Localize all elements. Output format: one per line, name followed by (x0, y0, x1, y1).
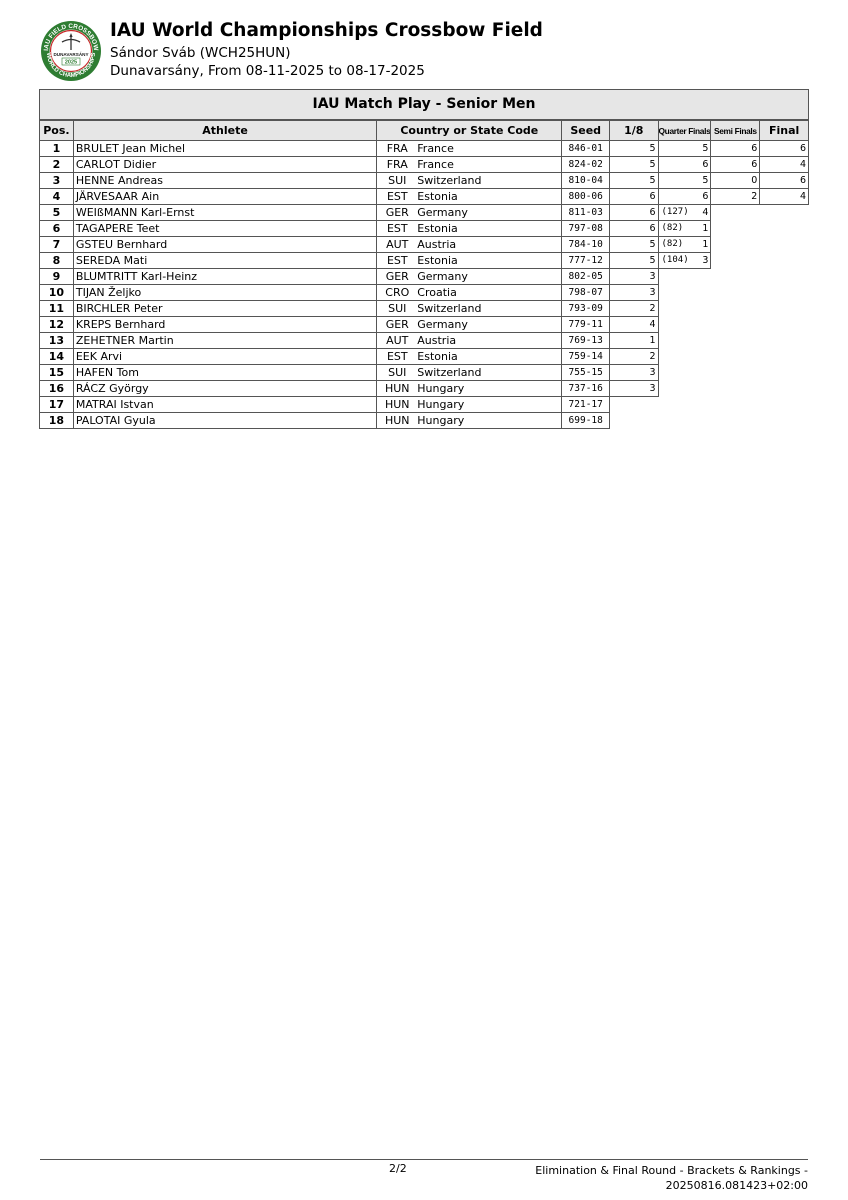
cell-pos: 9 (40, 269, 74, 285)
cell-seed: 811-03 (562, 205, 610, 221)
country-name: Germany (417, 318, 468, 331)
cell-final (760, 333, 809, 349)
quarter-final-score: 6 (702, 191, 709, 202)
table-row (40, 413, 809, 429)
cell-athlete: SEREDA Mati (73, 253, 376, 269)
cell-1-8: 1 (610, 333, 658, 349)
country-name: Hungary (417, 398, 465, 411)
country-code: EST (386, 350, 408, 363)
cell-quarter-finals (658, 413, 711, 429)
cell-quarter-finals (658, 397, 711, 413)
country-code: AUT (386, 334, 409, 347)
cell-country (377, 157, 562, 173)
cell-final (760, 301, 809, 317)
cell-country (377, 141, 562, 157)
table-row (40, 237, 809, 253)
country-name: Hungary (417, 414, 465, 427)
cell-semi-finals (711, 221, 760, 237)
cell-country (377, 189, 562, 205)
country-name: Austria (417, 334, 457, 347)
cell-final (760, 237, 809, 253)
country-name: Austria (417, 238, 457, 251)
cell-country (377, 333, 562, 349)
table-row (40, 301, 809, 317)
cell-pos: 2 (40, 157, 74, 173)
cell-final: 4 (760, 189, 809, 205)
cell-1-8: 5 (610, 141, 658, 157)
country-code: EST (386, 190, 408, 203)
country-name: Croatia (417, 286, 457, 299)
cell-semi-finals: 6 (711, 157, 760, 173)
cell-quarter-finals (658, 301, 711, 317)
cell-1-8: 6 (610, 205, 658, 221)
cell-semi-finals (711, 285, 760, 301)
cell-country (377, 317, 562, 333)
cell-final: 6 (760, 141, 809, 157)
cell-final: 6 (760, 173, 809, 189)
cell-seed: 800-06 (562, 189, 610, 205)
cell-final (760, 397, 809, 413)
cell-country (377, 365, 562, 381)
logo-year: 2025 (64, 59, 78, 66)
cell-seed: 777-12 (562, 253, 610, 269)
country-code: SUI (388, 174, 407, 187)
report-name: Elimination & Final Round - Brackets & Rankings - (535, 1164, 808, 1177)
country-code: AUT (386, 238, 409, 251)
cell-final (760, 269, 809, 285)
cell-1-8: 5 (610, 157, 658, 173)
cell-country (377, 413, 562, 429)
report-header (40, 18, 820, 86)
logo-center-text: DUNAVARSÁNY (53, 52, 89, 57)
country-code: GER (385, 318, 409, 331)
cell-quarter-finals (658, 349, 711, 365)
cell-quarter-finals (658, 205, 711, 221)
cell-semi-finals (711, 333, 760, 349)
quarter-final-tiebreak: (82) (661, 239, 684, 249)
cell-seed: 721-17 (562, 397, 610, 413)
cell-pos: 16 (40, 381, 74, 397)
table-title: IAU Match Play - Senior Men (39, 89, 809, 120)
cell-final (760, 381, 809, 397)
country-name: Estonia (417, 254, 458, 267)
table-row (40, 317, 809, 333)
quarter-final-score: 1 (702, 239, 709, 250)
cell-quarter-finals (658, 317, 711, 333)
cell-athlete: JÄRVESAAR Ain (73, 189, 376, 205)
cell-semi-finals (711, 237, 760, 253)
cell-final (760, 317, 809, 333)
country-name: Hungary (417, 382, 465, 395)
event-location-dates: Dunavarsány, From 08-11-2025 to 08-17-2025 (110, 63, 425, 79)
cell-semi-finals (711, 269, 760, 285)
cell-athlete: BRULET Jean Michel (73, 141, 376, 157)
cell-pos: 15 (40, 365, 74, 381)
table-row (40, 269, 809, 285)
cell-semi-finals (711, 349, 760, 365)
col-header-pos: Pos. (40, 121, 74, 141)
footer-info (535, 1163, 808, 1193)
country-name: Estonia (417, 190, 458, 203)
cell-athlete: TAGAPERE Teet (73, 221, 376, 237)
cell-1-8: 3 (610, 269, 658, 285)
country-name: Germany (417, 270, 468, 283)
cell-seed: 784-10 (562, 237, 610, 253)
cell-pos: 5 (40, 205, 74, 221)
country-code: HUN (384, 398, 410, 411)
cell-semi-finals (711, 205, 760, 221)
cell-country (377, 221, 562, 237)
country-name: France (417, 142, 454, 155)
country-code: CRO (385, 286, 410, 299)
country-code: GER (385, 206, 409, 219)
cell-1-8 (610, 397, 658, 413)
country-name: Estonia (417, 350, 458, 363)
cell-country (377, 381, 562, 397)
col-header-seed: Seed (562, 121, 610, 141)
country-name: Switzerland (417, 174, 482, 187)
country-name: Germany (417, 206, 468, 219)
table-row (40, 285, 809, 301)
table-row (40, 157, 809, 173)
cell-athlete: PALOTAI Gyula (73, 413, 376, 429)
cell-1-8: 3 (610, 365, 658, 381)
cell-pos: 4 (40, 189, 74, 205)
col-header-quarter-finals: Quarter Finals (658, 121, 711, 141)
country-code: HUN (384, 382, 410, 395)
cell-athlete: WEIßMANN Karl-Ernst (73, 205, 376, 221)
logo-ring-text-top: IAU FIELD CROSSBOW (42, 22, 100, 52)
cell-athlete: RÁCZ György (73, 381, 376, 397)
cell-seed: 769-13 (562, 333, 610, 349)
cell-semi-finals (711, 413, 760, 429)
cell-seed: 798-07 (562, 285, 610, 301)
cell-semi-finals: 2 (711, 189, 760, 205)
cell-seed: 824-02 (562, 157, 610, 173)
quarter-final-tiebreak: (104) (661, 255, 689, 265)
country-code: SUI (388, 366, 407, 379)
country-code: HUN (384, 414, 410, 427)
cell-1-8: 6 (610, 189, 658, 205)
cell-quarter-finals (658, 285, 711, 301)
cell-seed: 699-18 (562, 413, 610, 429)
cell-pos: 7 (40, 237, 74, 253)
cell-country (377, 237, 562, 253)
quarter-final-score: 6 (702, 159, 709, 170)
cell-athlete: TIJAN Željko (73, 285, 376, 301)
cell-final (760, 285, 809, 301)
cell-1-8: 5 (610, 237, 658, 253)
cell-athlete: HENNE Andreas (73, 173, 376, 189)
table-row (40, 381, 809, 397)
cell-athlete: BIRCHLER Peter (73, 301, 376, 317)
quarter-final-tiebreak: (127) (661, 207, 689, 217)
cell-country (377, 205, 562, 221)
cell-final (760, 253, 809, 269)
table-row (40, 253, 809, 269)
quarter-final-score: 5 (702, 143, 709, 154)
country-name: Switzerland (417, 366, 482, 379)
cell-quarter-finals (658, 173, 711, 189)
cell-athlete: BLUMTRITT Karl-Heinz (73, 269, 376, 285)
quarter-final-score: 5 (702, 175, 709, 186)
cell-country (377, 269, 562, 285)
cell-final: 4 (760, 157, 809, 173)
country-name: Switzerland (417, 302, 482, 315)
table-row (40, 141, 809, 157)
table-header-row (40, 121, 809, 141)
cell-seed: 797-08 (562, 221, 610, 237)
table-row (40, 397, 809, 413)
cell-seed: 755-15 (562, 365, 610, 381)
col-header-semi-finals: Semi Finals (711, 121, 760, 141)
country-code: FRA (386, 142, 408, 155)
cell-pos: 14 (40, 349, 74, 365)
cell-seed: 737-16 (562, 381, 610, 397)
cell-country (377, 173, 562, 189)
cell-pos: 17 (40, 397, 74, 413)
cell-1-8: 5 (610, 253, 658, 269)
cell-1-8 (610, 413, 658, 429)
table-row (40, 189, 809, 205)
quarter-final-score: 1 (702, 223, 709, 234)
cell-final (760, 413, 809, 429)
cell-pos: 10 (40, 285, 74, 301)
cell-pos: 3 (40, 173, 74, 189)
logo-ring-text-bottom: WORLD CHAMPIONSHIPS (44, 52, 98, 80)
event-title: IAU World Championships Crossbow Field (110, 20, 543, 41)
col-header-1-8: 1/8 (610, 121, 658, 141)
cell-1-8: 2 (610, 349, 658, 365)
table-row (40, 333, 809, 349)
cell-quarter-finals (658, 269, 711, 285)
cell-semi-finals (711, 317, 760, 333)
cell-pos: 6 (40, 221, 74, 237)
cell-quarter-finals (658, 189, 711, 205)
cell-pos: 8 (40, 253, 74, 269)
cell-1-8: 3 (610, 285, 658, 301)
cell-semi-finals (711, 397, 760, 413)
cell-1-8: 6 (610, 221, 658, 237)
country-code: FRA (386, 158, 408, 171)
cell-1-8: 2 (610, 301, 658, 317)
table-row (40, 349, 809, 365)
cell-athlete: ZEHETNER Martin (73, 333, 376, 349)
country-name: France (417, 158, 454, 171)
quarter-final-tiebreak: (82) (661, 223, 684, 233)
cell-quarter-finals (658, 141, 711, 157)
cell-final (760, 349, 809, 365)
cell-athlete: MATRAI Istvan (73, 397, 376, 413)
championship-logo (40, 20, 102, 82)
cell-quarter-finals (658, 365, 711, 381)
col-header-athlete: Athlete (73, 121, 376, 141)
cell-1-8: 5 (610, 173, 658, 189)
cell-seed: 802-05 (562, 269, 610, 285)
cell-athlete: EEK Arvi (73, 349, 376, 365)
cell-seed: 779-11 (562, 317, 610, 333)
cell-quarter-finals (658, 381, 711, 397)
report-timestamp: 20250816.081423+02:00 (665, 1179, 808, 1192)
cell-final (760, 365, 809, 381)
cell-country (377, 349, 562, 365)
cell-semi-finals: 6 (711, 141, 760, 157)
cell-semi-finals: 0 (711, 173, 760, 189)
cell-quarter-finals (658, 221, 711, 237)
quarter-final-score: 4 (702, 207, 709, 218)
table-row (40, 173, 809, 189)
table-row (40, 365, 809, 381)
event-organizer: Sándor Sváb (WCH25HUN) (110, 45, 291, 61)
cell-athlete: KREPS Bernhard (73, 317, 376, 333)
page-number: 2/2 (389, 1162, 407, 1175)
cell-athlete: CARLOT Didier (73, 157, 376, 173)
cell-athlete: GSTEU Bernhard (73, 237, 376, 253)
cell-quarter-finals (658, 237, 711, 253)
cell-semi-finals (711, 253, 760, 269)
country-code: EST (386, 222, 408, 235)
cell-pos: 1 (40, 141, 74, 157)
cell-country (377, 301, 562, 317)
cell-semi-finals (711, 381, 760, 397)
cell-country (377, 397, 562, 413)
cell-quarter-finals (658, 333, 711, 349)
cell-quarter-finals (658, 253, 711, 269)
cell-semi-finals (711, 365, 760, 381)
cell-country (377, 285, 562, 301)
cell-pos: 13 (40, 333, 74, 349)
country-code: GER (385, 270, 409, 283)
match-play-table (39, 89, 809, 429)
quarter-final-score: 3 (702, 255, 709, 266)
cell-pos: 12 (40, 317, 74, 333)
cell-pos: 11 (40, 301, 74, 317)
country-name: Estonia (417, 222, 458, 235)
cell-semi-finals (711, 301, 760, 317)
country-code: EST (386, 254, 408, 267)
col-header-final: Final (760, 121, 809, 141)
cell-seed: 793-09 (562, 301, 610, 317)
cell-quarter-finals (658, 157, 711, 173)
table-row (40, 205, 809, 221)
table-row (40, 221, 809, 237)
cell-1-8: 4 (610, 317, 658, 333)
cell-final (760, 221, 809, 237)
col-header-country: Country or State Code (377, 121, 562, 141)
cell-1-8: 3 (610, 381, 658, 397)
cell-seed: 759-14 (562, 349, 610, 365)
cell-seed: 846-01 (562, 141, 610, 157)
cell-athlete: HAFEN Tom (73, 365, 376, 381)
country-code: SUI (388, 302, 407, 315)
cell-final (760, 205, 809, 221)
cell-pos: 18 (40, 413, 74, 429)
cell-country (377, 253, 562, 269)
cell-seed: 810-04 (562, 173, 610, 189)
footer-divider (40, 1159, 808, 1160)
